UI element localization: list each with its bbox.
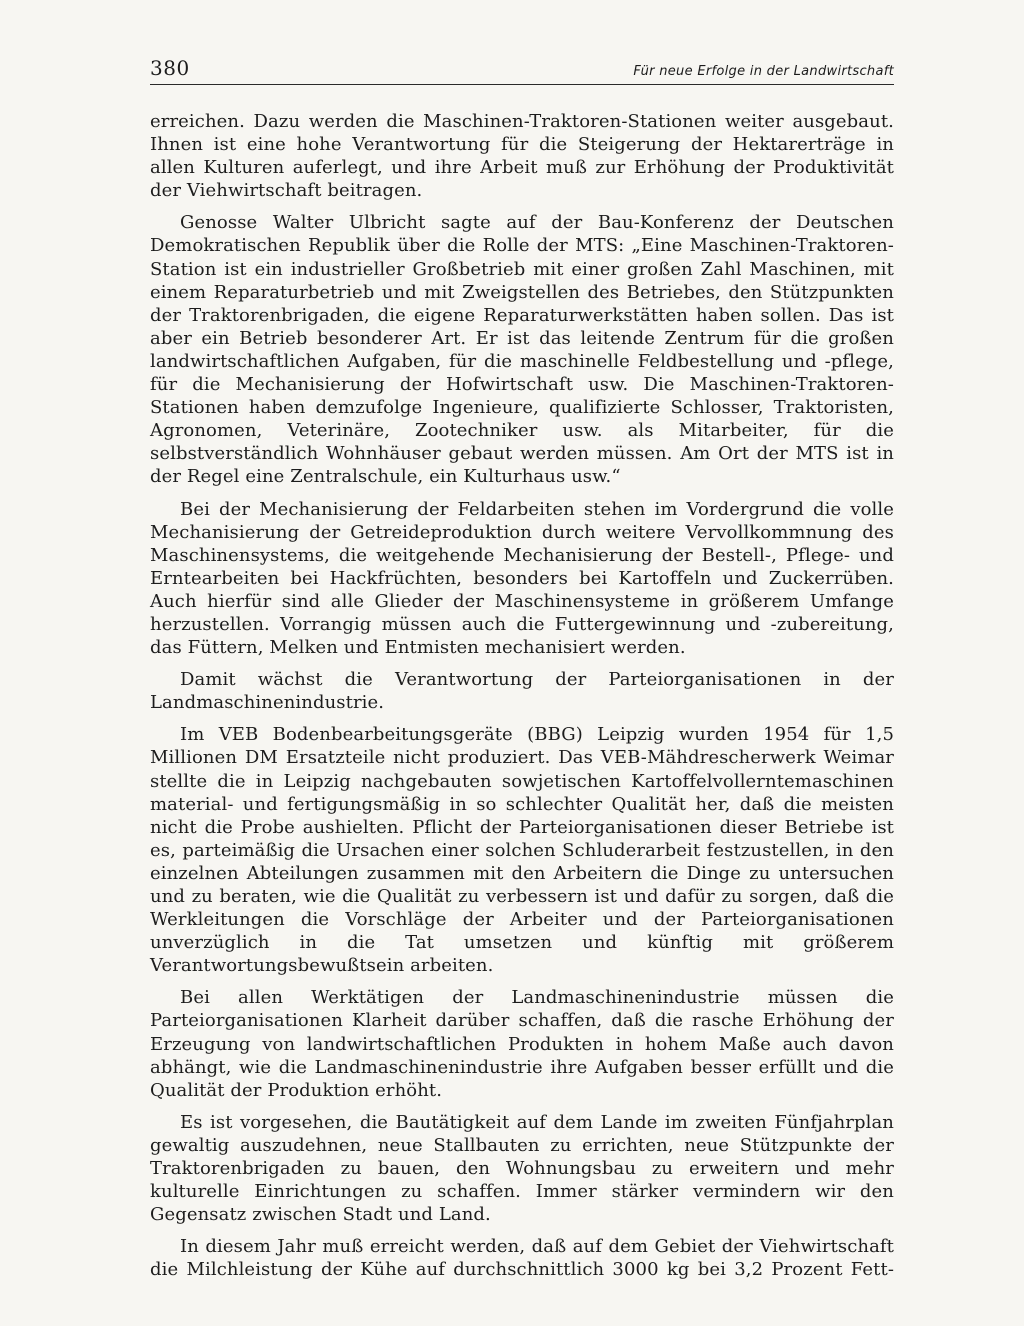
body-text xyxy=(150,110,894,1291)
paragraph: In diesem Jahr muß erreicht werden, daß auf dem Gebiet der Viehwirtschaft die Milchleistung der Kühe auf durchschnittlich 3000 kg bei 3,2 Prozent Fett- xyxy=(150,1236,894,1281)
paragraph: erreichen. Dazu werden die Maschinen-Traktoren-Stationen weiter ausgebaut. Ihnen ist eine hohe Verantwortung für die Steigerung der Hektarerträge in allen Kulturen auferlegt, und ihre Arbeit muß zur Erhöhung der Produktivität der Viehwirtschaft beitragen. xyxy=(150,111,894,202)
paragraph: Bei der Mechanisierung der Feldarbeiten stehen im Vordergrund die volle Mechanisierung der Getreideproduktion durch weitere Vervollkommnung des Maschinensystems, die weitgehende Mechanisierung der Bestell-, Pflege- und Erntearbeiten bei Hackfrüchten, besonders bei Kartoffeln und Zuckerrüben. Auch hierfür sind alle Glieder der Maschinensysteme in größerem Umfange herzustellen. Vorrangig müssen auch die Futtergewinnung und -zubereitung, das Füttern, Melken und Entmisten mechanisiert werden. xyxy=(150,498,894,659)
paragraph: Genosse Walter Ulbricht sagte auf der Bau-Konferenz der Deutschen Demokratischen Republik über die Rolle der MTS: „Eine Maschinen-Traktoren-Station ist ein industrieller Großbetrieb mit einer großen Zahl Maschinen, mit einem Reparaturbetrieb und mit Zweigstellen des Betriebes, den Stützpunkten der Traktorenbrigaden, die eigene Reparaturwerkstätten haben sollen. Das ist aber ein Betrieb besonderer Art. Er ist das leitende Zentrum für die großen landwirtschaftlichen Aufgaben, für die maschinelle Feldbestellung und -pflege, für die Mechanisierung der Hofwirtschaft usw. Die Maschinen-Traktoren-Stationen haben demzufolge Ingenieure, qualifizierte Schlosser, Traktoristen, Agronomen, Veterinäre, Zootechniker usw. als Mitarbeiter, für die selbstverständlich Wohnhäuser gebaut werden müssen. Am Ort der MTS ist in der Regel eine Zentralschule, ein Kulturhaus usw.“ xyxy=(150,212,894,488)
page-number: 380 xyxy=(150,56,190,80)
page-header xyxy=(150,56,894,85)
paragraph: Im VEB Bodenbearbeitungsgeräte (BBG) Leipzig wurden 1954 für 1,5 Millionen DM Ersatzteile nicht produziert. Das VEB-Mähdrescherwerk Weimar stellte die in Leipzig nachgebauten sowjetischen Kartoffelvollerntemaschinen material- und fertigungsmäßig in so schlechter Qualität her, daß die meisten nicht die Probe aushielten. Pflicht der Parteiorganisationen dieser Betriebe ist es, parteimäßig die Ursachen einer solchen Schluderarbeit festzustellen, in den einzelnen Abteilungen zusammen mit den Arbeitern die Dinge zu untersuchen und zu beraten, wie die Qualität zu verbessern ist und dafür zu sorgen, daß die Werkleitungen die Vorschläge der Arbeiter und der Parteiorganisationen unverzüglich in die Tat umsetzen und künftig mit größerem Verantwortungsbewußtsein arbeiten. xyxy=(150,724,894,977)
paragraph: Damit wächst die Verantwortung der Parteiorganisationen in der Landmaschinenindustrie. xyxy=(150,669,894,714)
running-title: Für neue Erfolge in der Landwirtschaft xyxy=(633,64,894,79)
paragraph: Bei allen Werktätigen der Landmaschinenindustrie müssen die Parteiorganisationen Klarheit darüber schaffen, daß die rasche Erhöhung der Erzeugung von landwirtschaftlichen Produkten in hohem Maße auch davon abhängt, wie die Landmaschinenindustrie ihre Aufgaben besser erfüllt und die Qualität der Produktion erhöht. xyxy=(150,987,894,1101)
paragraph: Es ist vorgesehen, die Bautätigkeit auf dem Lande im zweiten Fünfjahrplan gewaltig auszudehnen, neue Stallbauten zu errichten, neue Stützpunkte der Traktorenbrigaden zu bauen, den Wohnungsbau zu erweitern und mehr kulturelle Einrichtungen zu schaffen. Immer stärker vermindern wir den Gegensatz zwischen Stadt und Land. xyxy=(150,1111,894,1226)
